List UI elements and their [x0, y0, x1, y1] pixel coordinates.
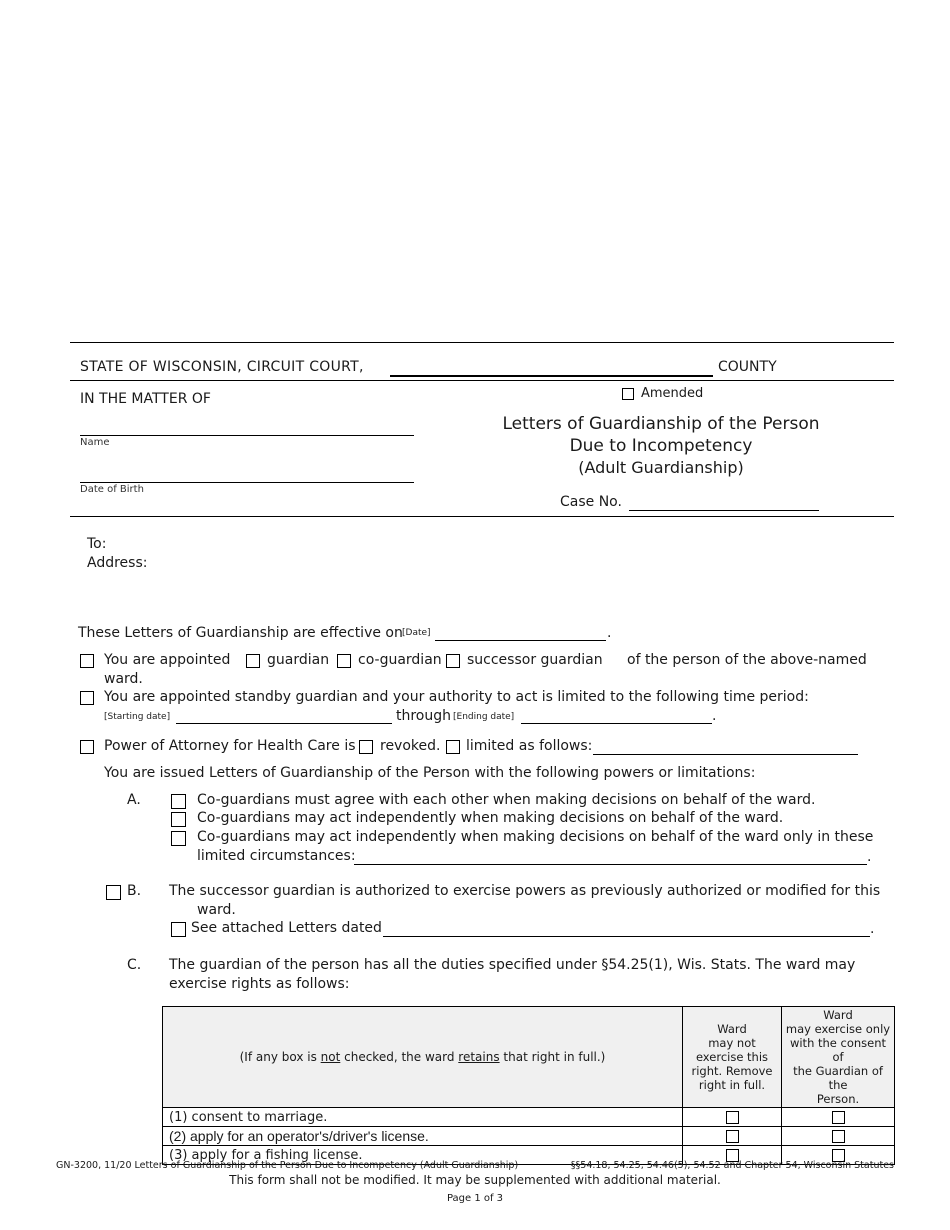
date-of-birth-field[interactable]	[80, 482, 414, 483]
guardian-checkbox[interactable]	[246, 654, 260, 668]
section-a-opt2-text: Co-guardians may act independently when making decisions on behalf of the ward.	[197, 810, 784, 826]
table-row	[163, 1127, 895, 1146]
form-title-line3: (Adult Guardianship)	[578, 458, 744, 477]
rights-table	[162, 1006, 895, 1165]
caption-mid-rule	[70, 380, 894, 381]
section-b-text-cont: ward.	[197, 902, 236, 918]
caption-top-rule	[70, 342, 894, 343]
license-consent-checkbox[interactable]	[832, 1130, 845, 1143]
amended-label: Amended	[641, 386, 704, 401]
appointed-checkbox[interactable]	[80, 654, 94, 668]
notice-footer: This form shall not be modified. It may be supplemented with additional material.	[229, 1173, 721, 1187]
section-a-opt1-checkbox[interactable]	[171, 794, 186, 809]
poa-limited-checkbox[interactable]	[446, 740, 460, 754]
poa-checkbox[interactable]	[80, 740, 94, 754]
see-attached-label: See attached Letters dated	[191, 920, 382, 936]
case-no-label: Case No.	[560, 494, 622, 510]
marriage-may-not-checkbox[interactable]	[726, 1111, 739, 1124]
issued-text: You are issued Letters of Guardianship of the Person with the following powers or limitations:	[104, 765, 756, 781]
name-field[interactable]	[80, 435, 414, 436]
form-title-line1: Letters of Guardianship of the Person	[502, 414, 820, 434]
effective-text: These Letters of Guardianship are effective on	[78, 625, 403, 641]
appointed-text: You are appointed	[104, 652, 231, 668]
right-label: (1) consent to marriage.	[163, 1108, 683, 1127]
poa-limited-field[interactable]	[593, 754, 858, 755]
table-row	[163, 1108, 895, 1127]
co-guardian-label: co-guardian	[358, 652, 442, 668]
section-b-checkbox[interactable]	[106, 885, 121, 900]
section-a-period: .	[867, 849, 872, 865]
of-the-person-text: of the person of the above-named	[627, 652, 867, 668]
successor-guardian-checkbox[interactable]	[446, 654, 460, 668]
section-a-opt3-checkbox[interactable]	[171, 831, 186, 846]
section-a-opt3-text: Co-guardians may act independently when making decisions on behalf of the ward only in these	[197, 829, 874, 845]
standby-period: .	[712, 708, 717, 724]
through-label: through	[396, 708, 452, 724]
section-c-letter: C.	[127, 957, 142, 973]
amended-checkbox[interactable]	[622, 388, 634, 400]
starting-date-hint: [Starting date]	[104, 712, 171, 722]
county-name-field[interactable]	[390, 375, 713, 377]
right-label: (3) apply for a fishing license.	[163, 1146, 683, 1165]
may-not-exercise-column-header: Ward may not exercise this right. Remove right in full.	[683, 1007, 782, 1108]
page-number: Page 1 of 3	[446, 1193, 504, 1204]
address-label: Address:	[87, 555, 148, 571]
poa-revoked-checkbox[interactable]	[359, 740, 373, 754]
section-a-opt1-text: Co-guardians must agree with each other when making decisions on behalf of the ward.	[197, 792, 816, 808]
co-guardian-checkbox[interactable]	[337, 654, 351, 668]
section-a-opt2-checkbox[interactable]	[171, 812, 186, 827]
section-b-text: The successor guardian is authorized to exercise powers as previously authorized or modified for this	[169, 883, 881, 899]
poa-revoked-label: revoked.	[380, 738, 441, 754]
in-the-matter-of-label: IN THE MATTER OF	[80, 391, 211, 407]
rights-table-header: (If any box is not checked, the ward retains that right in full.)	[163, 1007, 683, 1108]
effective-date-field[interactable]	[435, 640, 606, 641]
poa-text: Power of Attorney for Health Care is	[104, 738, 356, 754]
section-b-letter: B.	[127, 883, 142, 899]
statutes-footer: §§54.18, 54.25, 54.46(5), 54.52 and Chapter 54, Wisconsin Statutes	[570, 1160, 894, 1171]
case-no-field[interactable]	[629, 510, 819, 511]
section-c-text-cont: exercise rights as follows:	[169, 976, 350, 992]
successor-guardian-label: successor guardian	[467, 652, 603, 668]
section-b-period: .	[870, 921, 875, 937]
effective-period: .	[607, 625, 612, 641]
date-of-birth-label: Date of Birth	[80, 484, 144, 495]
limited-circumstances-field[interactable]	[354, 864, 867, 865]
starting-date-field[interactable]	[176, 723, 392, 724]
license-may-not-checkbox[interactable]	[726, 1130, 739, 1143]
guardian-label: guardian	[267, 652, 330, 668]
county-label: COUNTY	[718, 359, 777, 375]
ending-date-hint: [Ending date]	[453, 712, 515, 722]
standby-checkbox[interactable]	[80, 691, 94, 705]
state-court-label: STATE OF WISCONSIN, CIRCUIT COURT,	[80, 359, 364, 375]
name-label: Name	[80, 437, 110, 448]
ward-text: ward.	[104, 671, 143, 687]
section-a-opt3-cont: limited circumstances:	[197, 848, 356, 864]
date-hint: [Date]	[402, 628, 431, 638]
attached-letters-date-field[interactable]	[383, 936, 870, 937]
ending-date-field[interactable]	[521, 723, 712, 724]
right-label: (2) apply for an operator's/driver's license.	[163, 1127, 683, 1146]
caption-bottom-rule	[70, 516, 894, 517]
to-label: To:	[87, 536, 107, 552]
form-id-footer: GN-3200, 11/20 Letters of Guardianship of the Person Due to Incompetency (Adult Guardianship)	[56, 1160, 519, 1171]
see-attached-checkbox[interactable]	[171, 922, 186, 937]
standby-text: You are appointed standby guardian and your authority to act is limited to the following time period:	[104, 689, 809, 705]
poa-limited-label: limited as follows:	[466, 738, 593, 754]
marriage-consent-checkbox[interactable]	[832, 1111, 845, 1124]
with-consent-column-header: Ward may exercise only with the consent of the Guardian of the Person.	[782, 1007, 895, 1108]
section-a-letter: A.	[127, 792, 141, 808]
form-title-line2: Due to Incompetency	[569, 436, 753, 456]
section-c-text: The guardian of the person has all the duties specified under §54.25(1), Wis. Stats. The ward may	[169, 957, 856, 973]
